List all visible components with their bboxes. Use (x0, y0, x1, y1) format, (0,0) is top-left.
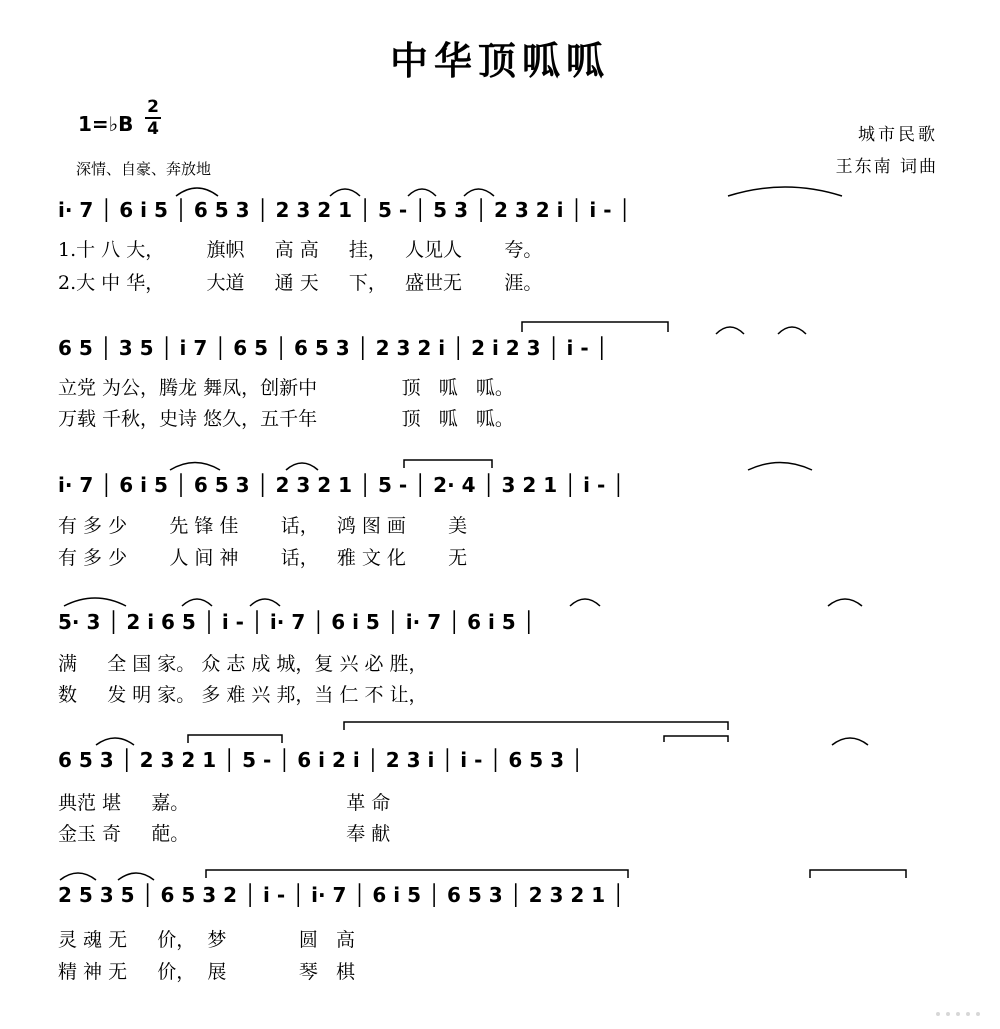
slur-arc (96, 738, 134, 745)
lyric-verse2-line-6: 精 神 无 价， 展 琴 棋 (58, 961, 355, 983)
slur-arc (778, 327, 806, 334)
slur-arc (344, 722, 728, 730)
slur-arc (118, 873, 154, 880)
lyric-verse2-line-5: 金玉 奇 葩。 奉 献 (58, 823, 391, 845)
notation-line-3: i· 7 │ 6 i 5 │ 6 5 3 │ 2 3 2 1 │ 5 - │ 2· 4 │ 3 2 1 │ i - │ (58, 473, 625, 497)
slur-arc (250, 599, 280, 606)
slur-arc (64, 598, 126, 606)
slur-arc (728, 187, 842, 196)
lyric-verse1-line-1: 1.十 八 大， 旗帜 高 高 挂， 人见人 夸。 (58, 239, 543, 261)
song-source: 城市民歌 (858, 125, 938, 145)
slur-arc (828, 599, 862, 606)
slur-arc (330, 189, 360, 196)
slur-arc (570, 599, 600, 606)
page-title: 中华顶呱呱 (389, 38, 610, 83)
slur-arc (188, 735, 282, 743)
lyric-verse1-line-5: 典范 堪 嘉。 革 命 (58, 792, 391, 814)
song-author: 王东南 词曲 (835, 157, 938, 177)
notation-line-1: i· 7 │ 6 i 5 │ 6 5 3 │ 2 3 2 1 │ 5 - │ 5 3 │ 2 3 2 i │ i - │ (58, 198, 631, 222)
notation-line-5: 6 5 3 │ 2 3 2 1 │ 5 - │ 6 i 2 i │ 2 3 i │ i - │ 6 5 3 │ (58, 748, 584, 772)
lyric-verse2-line-1: 2.大 中 华， 大道 通 天 下， 盛世无 涯。 (58, 272, 543, 294)
slur-arc (404, 460, 492, 468)
notation-line-2: 6 5 │ 3 5 │ i 7 │ 6 5 │ 6 5 3 │ 2 3 2 i │ 2 i 2 3 │ i - │ (58, 336, 608, 360)
lyric-verse1-line-2: 立党 为公，腾龙 舞凤，创新中 顶 呱 呱。 (58, 377, 514, 399)
lyric-verse2-line-3: 有 多 少 人 间 神 话， 雅 文 化 无 (58, 547, 468, 569)
lyric-verse1-line-4: 满 全 国 家。 众 志 成 城，复 兴 必 胜， (58, 653, 428, 675)
tempo-marking: 深情、自豪、奔放地 (76, 160, 212, 178)
time-top: 2 (147, 97, 159, 117)
slur-arc (810, 870, 906, 878)
slur-arc (748, 463, 812, 471)
slur-arc (664, 736, 728, 742)
notation-line-4: 5· 3 │ 2 i 6 5 │ i - │ i· 7 │ 6 i 5 │ i· 7 │ 6 i 5 │ (58, 610, 535, 634)
slur-arc (60, 873, 96, 880)
slur-arc (170, 463, 220, 471)
slur-arc (286, 463, 318, 470)
slur-arc (176, 188, 218, 196)
lyric-verse2-line-2: 万载 千秋，史诗 悠久，五千年 顶 呱 呱。 (58, 408, 514, 430)
slur-arc (522, 322, 668, 332)
time-bottom: 4 (147, 119, 159, 139)
watermark-dots (932, 1007, 992, 1021)
lyric-verse1-line-6: 灵 魂 无 价， 梦 圆 高 (58, 929, 355, 951)
slur-arc (832, 738, 868, 745)
slur-arc (464, 189, 494, 196)
slur-arc (206, 870, 628, 878)
slur-arc (408, 189, 436, 196)
notation-line-6: 2 5 3 5 │ 6 5 3 2 │ i - │ i· 7 │ 6 i 5 │ 6 5 3 │ 2 3 2 1 │ (58, 883, 625, 907)
slur-arc (716, 327, 744, 334)
slur-arc (182, 599, 212, 606)
lyric-verse2-line-4: 数 发 明 家。 多 难 兴 邦，当 仁 不 让， (58, 684, 428, 706)
lyric-verse1-line-3: 有 多 少 先 锋 佳 话， 鸿 图 画 美 (58, 515, 468, 537)
key-signature: 1=♭B (78, 112, 134, 136)
